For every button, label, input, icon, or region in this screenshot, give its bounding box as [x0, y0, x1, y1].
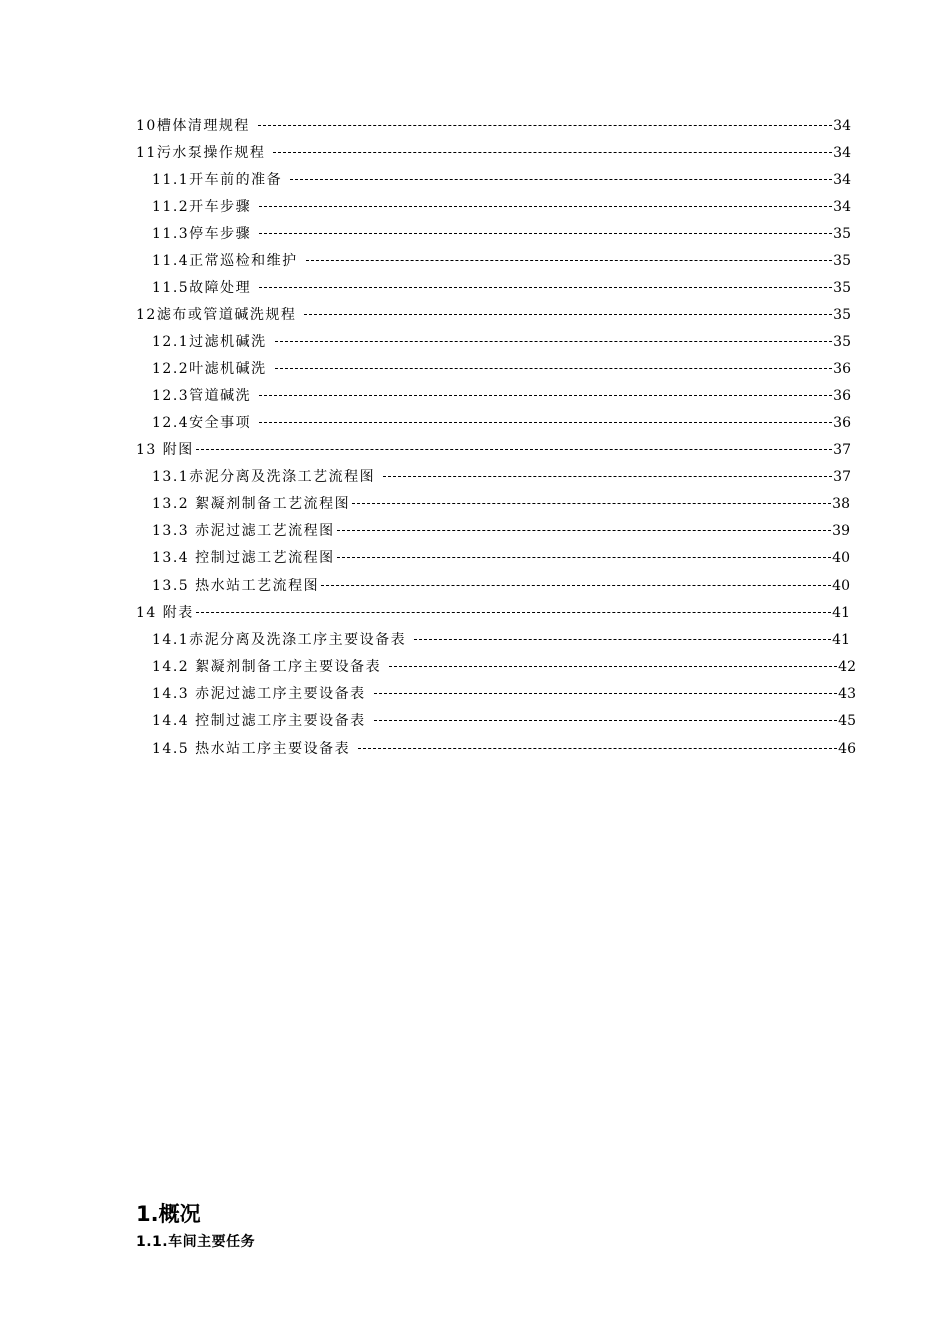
toc-leader — [337, 530, 832, 531]
toc-leader — [414, 639, 831, 640]
toc-entry[interactable] — [152, 333, 851, 351]
toc-page: 34 — [833, 145, 851, 161]
toc-entry[interactable] — [136, 604, 850, 622]
toc-label: 13.1赤泥分离及洗涤工艺流程图 — [152, 469, 376, 485]
toc-label: 11.3停车步骤 — [152, 226, 252, 242]
toc-label: 11污水泵操作规程 — [136, 145, 266, 161]
toc-page: 43 — [838, 686, 856, 702]
toc-leader — [259, 422, 832, 423]
toc-leader — [290, 179, 832, 180]
toc-leader — [259, 233, 832, 234]
toc-label: 11.1开车前的准备 — [152, 172, 283, 188]
toc-entry[interactable] — [136, 117, 851, 135]
toc-label: 14.1赤泥分离及洗涤工序主要设备表 — [152, 632, 407, 648]
toc-leader — [337, 557, 832, 558]
toc-page: 39 — [832, 523, 850, 539]
toc-leader — [259, 287, 832, 288]
toc-leader — [275, 368, 833, 369]
toc-label: 13 附图 — [136, 442, 194, 458]
toc-page: 37 — [833, 442, 851, 458]
toc-page: 45 — [838, 713, 856, 729]
toc-label: 12.3管道碱洗 — [152, 388, 252, 404]
toc-page: 35 — [833, 307, 851, 323]
section-subheading: 1.1.车间主要任务 — [136, 1234, 256, 1250]
toc-label: 12.2叶滤机碱洗 — [152, 361, 267, 377]
toc-page: 36 — [833, 361, 851, 377]
toc-page: 35 — [833, 226, 851, 242]
toc-leader — [196, 449, 832, 450]
toc-page: 46 — [838, 741, 856, 757]
toc-entry[interactable] — [136, 441, 851, 459]
toc-label: 14.2 絮凝剂制备工序主要设备表 — [152, 659, 382, 675]
toc-entry[interactable] — [152, 387, 851, 405]
toc-entry[interactable] — [152, 414, 851, 432]
toc-leader — [374, 693, 838, 694]
toc-entry[interactable] — [152, 279, 851, 297]
toc-label: 11.4正常巡检和维护 — [152, 253, 298, 269]
toc-entry[interactable] — [152, 198, 851, 216]
toc-entry[interactable] — [152, 712, 856, 730]
toc-entry[interactable] — [152, 225, 851, 243]
toc-label: 13.3 赤泥过滤工艺流程图 — [152, 523, 335, 539]
toc-entry[interactable] — [152, 549, 850, 567]
toc-label: 11.5故障处理 — [152, 280, 252, 296]
toc-page: 38 — [832, 496, 850, 512]
toc-leader — [306, 260, 833, 261]
toc-entry[interactable] — [152, 631, 850, 649]
toc-label: 13.4 控制过滤工艺流程图 — [152, 550, 335, 566]
toc-leader — [273, 152, 832, 153]
toc-entry[interactable] — [136, 144, 851, 162]
toc-leader — [304, 314, 832, 315]
toc-label: 13.5 热水站工艺流程图 — [152, 578, 320, 594]
toc-page: 34 — [833, 172, 851, 188]
toc-page: 42 — [838, 659, 856, 675]
toc-entry[interactable] — [152, 658, 856, 676]
toc-page: 34 — [833, 118, 851, 134]
toc-leader — [258, 125, 832, 126]
toc-page: 40 — [832, 578, 850, 594]
toc-leader — [196, 612, 831, 613]
section-heading: 1.概况 — [136, 1202, 201, 1226]
toc-entry[interactable] — [152, 740, 856, 758]
toc-page: 41 — [832, 605, 850, 621]
toc-page: 36 — [833, 415, 851, 431]
toc-page: 34 — [833, 199, 851, 215]
toc-page: 35 — [833, 334, 851, 350]
toc-entry[interactable] — [152, 495, 850, 513]
toc-page: 35 — [833, 280, 851, 296]
toc-label: 14.3 赤泥过滤工序主要设备表 — [152, 686, 366, 702]
toc-leader — [358, 748, 837, 749]
toc-leader — [259, 206, 832, 207]
toc-leader — [389, 666, 837, 667]
toc-label: 12.4安全事项 — [152, 415, 252, 431]
toc-page: 36 — [833, 388, 851, 404]
toc-label: 14.4 控制过滤工序主要设备表 — [152, 713, 366, 729]
toc-entry[interactable] — [152, 252, 851, 270]
toc-label: 11.2开车步骤 — [152, 199, 252, 215]
toc-label: 10槽体清理规程 — [136, 118, 250, 134]
toc-label: 12滤布或管道碱洗规程 — [136, 307, 297, 323]
toc-entry[interactable] — [152, 468, 851, 486]
toc-entry[interactable] — [152, 577, 850, 595]
toc-label: 14 附表 — [136, 605, 194, 621]
toc-entry[interactable] — [152, 522, 850, 540]
toc-label: 13.2 絮凝剂制备工艺流程图 — [152, 496, 351, 512]
toc-label: 12.1过滤机碱洗 — [152, 334, 267, 350]
toc-leader — [374, 720, 838, 721]
toc-leader — [275, 341, 833, 342]
toc-leader — [259, 395, 832, 396]
toc-entry[interactable] — [136, 306, 851, 324]
toc-page: 37 — [833, 469, 851, 485]
toc-leader — [383, 476, 832, 477]
toc-page: 41 — [832, 632, 850, 648]
toc-page: 40 — [832, 550, 850, 566]
toc-page: 35 — [833, 253, 851, 269]
toc-entry[interactable] — [152, 360, 851, 378]
toc-entry[interactable] — [152, 171, 851, 189]
toc-leader — [321, 585, 831, 586]
toc-leader — [352, 503, 831, 504]
toc-label: 14.5 热水站工序主要设备表 — [152, 741, 351, 757]
toc-entry[interactable] — [152, 685, 856, 703]
